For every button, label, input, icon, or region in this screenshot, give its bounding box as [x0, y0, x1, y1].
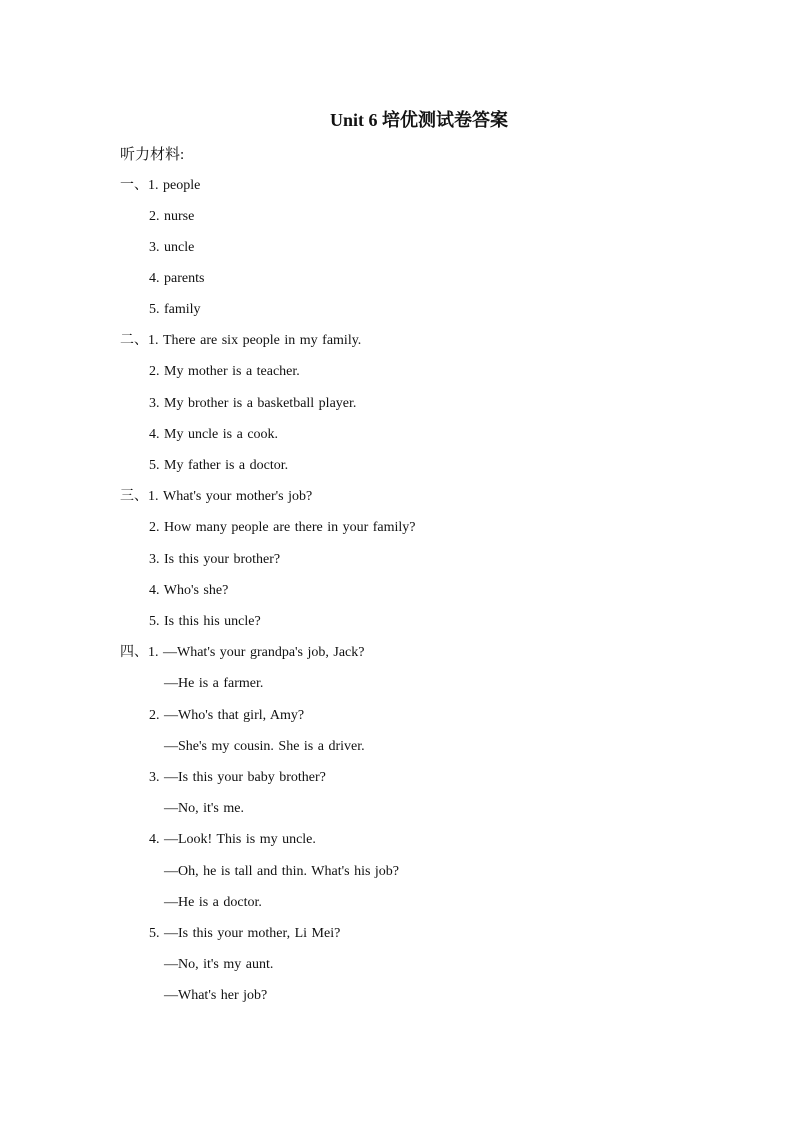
part4-dialogue-5-a: —No, it's my aunt. [164, 957, 274, 972]
part3-line-5: 5. Is this his uncle? [149, 614, 261, 629]
part4-dialogue-2-a: —She's my cousin. She is a driver. [164, 739, 365, 754]
part4-dialogue-2-q: 2. —Who's that girl, Amy? [149, 708, 305, 723]
part2-line-2: 2. My mother is a teacher. [149, 364, 300, 379]
page-title: Unit 6 培优测试卷答案 [329, 110, 508, 130]
part3-line-1: 三、1. What's your mother's job? [120, 489, 313, 504]
part4-dialogue-1-q: 四、1. —What's your grandpa's job, Jack? [120, 645, 365, 660]
part1-line-4: 4. parents [149, 271, 205, 286]
part1-line-3: 3. uncle [149, 240, 195, 255]
part2-line-5: 5. My father is a doctor. [149, 458, 289, 473]
part4-dialogue-4-q: 4. —Look! This is my uncle. [149, 832, 316, 847]
part1-line-2: 2. nurse [149, 209, 195, 224]
part4-dialogue-4-b: —He is a doctor. [164, 895, 262, 910]
part2-line-4: 4. My uncle is a cook. [149, 427, 279, 442]
part1-line-5: 5. family [149, 302, 201, 317]
part2-line-1: 二、1. There are six people in my family. [120, 333, 362, 348]
part4-dialogue-3-a: —No, it's me. [164, 801, 244, 816]
section-heading-listening: 听力材料: [120, 147, 185, 163]
part1-line-1: 一、1. people [120, 178, 201, 193]
part3-line-2: 2. How many people are there in your family? [149, 520, 416, 535]
part4-dialogue-1-a: —He is a farmer. [164, 676, 264, 691]
part4-dialogue-3-q: 3. —Is this your baby brother? [149, 770, 326, 785]
part4-dialogue-4-a: —Oh, he is tall and thin. What's his job? [164, 864, 400, 879]
part4-dialogue-5-q: 5. —Is this your mother, Li Mei? [149, 926, 341, 941]
part3-line-4: 4. Who's she? [149, 583, 229, 598]
part3-line-3: 3. Is this your brother? [149, 552, 281, 567]
part2-line-3: 3. My brother is a basketball player. [149, 396, 357, 411]
part4-dialogue-5-b: —What's her job? [164, 988, 268, 1003]
